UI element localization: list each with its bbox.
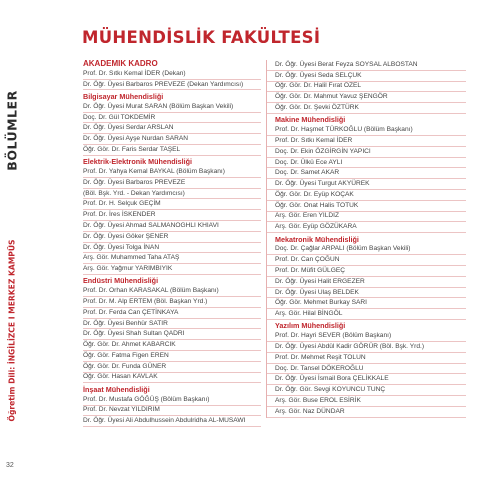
staff-entry: Dr. Öğr. Üyesi Murat SARAN (Bölüm Başkan Vekili)	[83, 102, 261, 113]
page-title: MÜHENDİSLİK FAKÜLTESİ	[82, 28, 321, 47]
side-campus-label	[0, 200, 24, 460]
staff-entry: Dr. Öğr. Üyesi Ahmad SALMANOGHLI KHIAVI	[83, 221, 261, 232]
staff-entry: Öğr. Gör. Hasan KAVLAK	[83, 373, 261, 384]
staff-entry: Arş. Gör. Buse EROL ESİRİK	[267, 396, 466, 407]
department-heading: Endüstri Mühendisliği	[83, 276, 159, 286]
page-number: 32	[6, 462, 14, 469]
staff-entry: Doç. Dr. Gül TOKDEMİR	[83, 113, 261, 124]
staff-entry: Dr. Öğr. Üyesi Ali Abdulhussein Abdulridha AL-MUSAWI	[83, 416, 261, 427]
staff-entry: Prof. Dr. Nevzat YILDIRIM	[83, 406, 261, 417]
staff-entry: Öğr. Gör. Dr. Halil Fırat ÖZEL	[267, 82, 466, 93]
staff-entry: Arş. Gör. Eren YILDIZ	[267, 212, 466, 223]
staff-entry: Öğr. Gör. Mehmet Burkay SARI	[267, 298, 466, 309]
staff-entry: Doç. Dr. Tansel DÖKEROĞLU	[267, 364, 466, 375]
staff-entry: Prof. Dr. Müfit GÜLGEÇ	[267, 266, 466, 277]
staff-entry: Dr. Öğr. Üyesi Ulaş BELDEK	[267, 288, 466, 299]
staff-entry: Dr. Öğr. Üyesi Shah Sultan QADRI	[83, 329, 261, 340]
staff-entry: Dr. Öğr. Üyesi İsmail Bora ÇELİKKALE	[267, 374, 466, 385]
staff-entry: Prof. Dr. Hayri SEVER (Bölüm Başkanı)	[267, 331, 466, 342]
staff-entry: (Böl. Bşk. Yrd. - Dekan Yardımcısı)	[83, 189, 261, 200]
staff-entry: Doç. Dr. Samet AKAR	[267, 168, 466, 179]
department-heading: İnşaat Mühendisliği	[83, 384, 150, 394]
staff-entry: Doç. Dr. Ülkü Ece AYLI	[267, 158, 466, 169]
staff-entry: Öğr. Gör. Dr. Mahmut Yavuz ŞENGÖR	[267, 92, 466, 103]
staff-entry: Doç. Dr. Çağlar ARPALI (Bölüm Başkan Vekili)	[267, 245, 466, 256]
staff-entry: Dr. Öğr. Üyesi Barbaros PREVEZE (Dekan Yardımcısı)	[83, 80, 261, 91]
staff-entry: Arş. Gör. Muhammed Taha ATAŞ	[83, 253, 261, 264]
staff-entry: Dr. Öğr. Üyesi Seda SELÇUK	[267, 71, 466, 82]
staff-list-left	[83, 60, 261, 427]
staff-entry: Prof. Dr. M. Alp ERTEM (Böl. Başkan Yrd.)	[83, 297, 261, 308]
staff-entry: Arş. Gör. Yağmur YARIMBIYIK	[83, 264, 261, 275]
staff-entry: Dr. Öğr. Üyesi Serdar ARSLAN	[83, 123, 261, 134]
staff-entry: Prof. Dr. Orhan KARASAKAL (Bölüm Başkanı)	[83, 286, 261, 297]
staff-entry: Prof. Dr. Mehmet Reşit TOLUN	[267, 353, 466, 364]
staff-entry: Prof. Dr. H. Selçuk GEÇİM	[83, 199, 261, 210]
staff-entry: Öğr. Gör. Dr. Funda GÜNER	[83, 362, 261, 373]
side-section-label	[0, 70, 24, 190]
staff-entry: Prof. Dr. İres İSKENDER	[83, 210, 261, 221]
staff-entry: Dr. Öğr. Üyesi Turgut AKYÜREK	[267, 179, 466, 190]
staff-entry: Dr. Öğr. Üyesi Abdül Kadir GÖRÜR (Böl. Bşk. Yrd.)	[267, 342, 466, 353]
staff-entry: Öğr. Gör. Dr. Eyüp KOÇAK	[267, 190, 466, 201]
staff-entry: Prof. Dr. Yahya Kemal BAYKAL (Bölüm Başkanı)	[83, 167, 261, 178]
staff-entry: Dr. Öğr. Üyesi Barbaros PREVEZE	[83, 178, 261, 189]
staff-entry: Arş. Gör. Hilal BİNGÖL	[267, 309, 466, 320]
staff-list-right	[266, 60, 466, 418]
staff-entry: Dr. Öğr. Gör. Sevgi KOYUNCU TUNÇ	[267, 385, 466, 396]
staff-entry: Dr. Öğr. Üyesi Ayşe Nurdan SARAN	[83, 134, 261, 145]
staff-entry: Prof. Dr. Sıtkı Kemal İDER	[267, 136, 466, 147]
staff-entry: Prof. Dr. Mustafa GÖĞÜŞ (Bölüm Başkanı)	[83, 395, 261, 406]
staff-entry: Dr. Öğr. Üyesi Benhür SATIR	[83, 319, 261, 330]
staff-entry: Prof. Dr. Ferda Can ÇETİNKAYA	[83, 308, 261, 319]
staff-entry: Prof. Dr. Sıtkı Kemal İDER (Dekan)	[83, 69, 261, 80]
staff-entry: Prof. Dr. Can ÇOĞUN	[267, 255, 466, 266]
staff-entry: Dr. Öğr. Üyesi Tolga İNAN	[83, 243, 261, 254]
staff-entry: Dr. Öğr. Üyesi Halit ERGEZER	[267, 277, 466, 288]
staff-entry: Öğr. Gör. Fatma Figen EREN	[83, 351, 261, 362]
staff-entry: Öğr. Gör. Dr. Faris Serdar TAŞEL	[83, 145, 261, 156]
staff-entry: Doç. Dr. Ekin ÖZGİRGİN YAPICI	[267, 147, 466, 158]
department-heading: AKADEMİK KADRO	[83, 60, 158, 68]
side-label-bolumler: BÖLÜMLER	[4, 89, 20, 171]
department-heading: Mekatronik Mühendisliği	[275, 234, 359, 244]
staff-entry: Öğr. Gör. Dr. Şevki ÖZTÜRK	[267, 103, 466, 114]
department-heading: Makine Mühendisliği	[275, 115, 346, 125]
department-heading: Yazılım Mühendisliği	[275, 321, 346, 331]
staff-entry: Öğr. Gör. Dr. Ahmet KABARCIK	[83, 340, 261, 351]
staff-entry: Dr. Öğr. Üyesi Göker ŞENER	[83, 232, 261, 243]
staff-entry: Öğr. Gör. Onat Halis TOTUK	[267, 201, 466, 212]
staff-entry: Dr. Öğr. Üyesi Berat Feyza SOYSAL ALBOSTAN	[267, 60, 466, 71]
staff-entry: Prof. Dr. Haşmet TÜRKOĞLU (Bölüm Başkanı)	[267, 125, 466, 136]
department-heading: Bilgisayar Mühendisliği	[83, 91, 164, 101]
staff-entry: Arş. Gör. Naz DÜNDAR	[267, 407, 466, 418]
department-heading: Elektrik-Elektronik Mühendisliği	[83, 157, 193, 167]
staff-entry: Arş. Gör. Eyüp GÖZÜKARA	[267, 222, 466, 233]
side-label-language-campus: Öğretim Dili: İNGİLİZCE I MERKEZ KAMPÜS	[7, 239, 17, 421]
